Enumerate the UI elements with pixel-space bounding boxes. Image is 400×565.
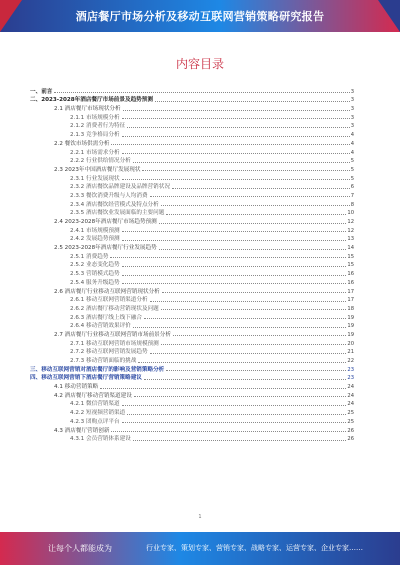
toc-leader-dots: [122, 405, 347, 406]
toc-entry[interactable]: [30, 103, 354, 112]
toc-entry-page: 14: [347, 245, 354, 252]
toc-entry-text: 2.3 2023年中国酒店餐厅发展现状: [54, 166, 141, 173]
toc-entry[interactable]: [30, 355, 354, 364]
toc-entry-text: 2.5.4 服务升级趋势: [70, 279, 120, 286]
toc-entry-page: 25: [347, 410, 354, 417]
toc-entry-page: 3: [350, 114, 354, 121]
toc-entry[interactable]: [30, 225, 354, 234]
toc-leader-dots: [166, 214, 346, 215]
toc-entry[interactable]: [30, 303, 354, 312]
toc-entry-text: 2.1.2 消费者行为特征: [70, 123, 126, 130]
toc-leader-dots: [173, 335, 346, 336]
toc-entry-text: 4.2.3 团购点评平台: [70, 418, 120, 425]
toc-entry-text: 4.3.1 会员营销体系建设: [70, 436, 131, 443]
toc-entry-text: 2.4.2 发展趋势预测: [70, 236, 120, 243]
toc-entry[interactable]: [30, 147, 354, 156]
toc-leader-dots: [111, 144, 349, 145]
toc-entry-page: 15: [347, 262, 354, 269]
toc-entry[interactable]: [30, 216, 354, 225]
toc-leader-dots: [127, 414, 346, 415]
toc-leader-dots: [122, 153, 350, 154]
toc-entry[interactable]: [30, 364, 354, 373]
toc-entry-page: 16: [347, 279, 354, 286]
toc-leader-dots: [159, 249, 347, 250]
toc-entry-text: 2.4 2023-2028年酒店餐厅市场趋势预测: [54, 219, 157, 225]
toc-entry-text: 2.3.5 酒店餐饮业发展面临的主要问题: [70, 210, 165, 217]
toc-entry-text: 2.7.2 移动互联网营销发展趋势: [70, 349, 148, 356]
toc-leader-dots: [138, 362, 346, 363]
toc-entry-page: 6: [350, 184, 354, 191]
toc-leader-dots: [133, 440, 347, 441]
toc-entry-page: 20: [347, 340, 354, 347]
toc-entry-page: 7: [350, 192, 354, 199]
toc-entry[interactable]: [30, 260, 354, 269]
toc-leader-dots: [142, 170, 349, 171]
toc-entry-text: 三、移动互联网营销对酒店餐厅的影响及营销策略分析: [30, 366, 165, 373]
toc-entry-page: 21: [347, 349, 354, 356]
toc-entry-page: 4: [350, 140, 354, 147]
toc-entry-page: 19: [347, 314, 354, 321]
report-title: 酒店餐厅市场分析及移动互联网营销策略研究报告: [75, 10, 325, 23]
toc-entry-text: 2.2 餐饮市场供需分析: [54, 140, 110, 147]
toc-entry-text: 4.2.2 短视频营销渠道: [70, 410, 126, 417]
toc-leader-dots: [155, 101, 350, 102]
footer-slogan: 行业专家、策划专家、营销专家、战略专家、运营专家、企业专家……: [146, 544, 363, 552]
toc-leader-dots: [123, 110, 350, 111]
toc-leader-dots: [150, 353, 347, 354]
toc-entry-page: 4: [350, 132, 354, 139]
toc-entry-page: 23: [347, 366, 354, 373]
toc-entry-text: 4.2.1 微信营销渠道: [70, 401, 120, 408]
toc-leader-dots: [161, 205, 350, 206]
toc-entry-text: 4.3 酒店餐厅营销创新: [54, 427, 110, 434]
toc-entry-text: 2.2.1 市场需求分析: [70, 149, 120, 156]
toc-entry-text: 2.3.2 酒店餐饮品牌建设及品牌营销状况: [70, 184, 170, 191]
footer-banner: [0, 532, 400, 565]
toc-entry-page: 23: [347, 375, 354, 382]
toc-entry-page: 3: [350, 88, 354, 95]
toc-entry-page: 26: [347, 427, 354, 434]
toc-entry[interactable]: [30, 173, 354, 182]
toc-leader-dots: [133, 327, 347, 328]
toc-leader-dots: [100, 388, 346, 389]
toc-entry[interactable]: [30, 338, 354, 347]
toc-entry[interactable]: [30, 242, 354, 251]
toc-entry-text: 2.6.2 酒店餐厅移动营销现状及问题: [70, 305, 159, 312]
toc-entry-page: 24: [347, 401, 354, 408]
toc-entry-page: 5: [350, 166, 354, 173]
toc-entry-page: 3: [350, 97, 354, 104]
toc-entry[interactable]: [30, 208, 354, 217]
toc-leader-dots: [122, 179, 350, 180]
toc-entry[interactable]: [30, 112, 354, 121]
toc-leader-dots: [150, 301, 347, 302]
toc-leader-dots: [122, 136, 350, 137]
toc-entry-page: 16: [347, 271, 354, 278]
toc-entry[interactable]: [30, 190, 354, 199]
toc-entry-page: 3: [350, 106, 354, 113]
toc-leader-dots: [166, 370, 346, 371]
toc-entry-text: 2.5.3 营销模式趋势: [70, 271, 120, 278]
toc-entry-page: 25: [347, 418, 354, 425]
toc-entry-page: 5: [350, 175, 354, 182]
toc-entry-text: 2.1 酒店餐厅市场现状分析: [54, 106, 121, 113]
toc-leader-dots: [144, 318, 346, 319]
toc-entry-text: 2.5 2023-2028年酒店餐厅行业发展趋势: [54, 245, 157, 252]
table-of-contents: [30, 86, 354, 442]
toc-entry-text: 2.2.2 行业供给情况分析: [70, 158, 131, 165]
toc-leader-dots: [162, 292, 347, 293]
toc-entry-text: 二、2023-2028年酒店餐厅市场前景及趋势预测: [30, 97, 153, 104]
toc-leader-dots: [122, 275, 347, 276]
toc-entry-page: 18: [347, 305, 354, 312]
toc-entry-page: 12: [347, 227, 354, 234]
toc-entry-text: 2.3.4 酒店餐饮经营模式及特点分析: [70, 201, 159, 208]
toc-entry-text: 2.7.1 移动互联网营销市场规模预测: [70, 340, 159, 347]
toc-entry-page: 24: [347, 384, 354, 391]
toc-leader-dots: [110, 257, 346, 258]
toc-entry[interactable]: [30, 251, 354, 260]
toc-leader-dots: [122, 422, 347, 423]
toc-entry[interactable]: [30, 234, 354, 243]
toc-entry-text: 4.1 移动营销策略: [54, 384, 99, 391]
toc-entry[interactable]: [30, 164, 354, 173]
toc-entry[interactable]: [30, 347, 354, 356]
toc-leader-dots: [172, 188, 350, 189]
toc-entry[interactable]: [30, 329, 354, 338]
toc-entry-text: 2.1.1 市场规模分析: [70, 114, 120, 121]
toc-heading: 内容目录: [175, 57, 224, 71]
toc-entry-text: 2.6.4 移动营销效果评价: [70, 323, 131, 330]
toc-entry[interactable]: [30, 390, 354, 399]
toc-leader-dots: [161, 309, 347, 310]
toc-entry-page: 10: [347, 210, 354, 217]
toc-entry-page: 8: [350, 201, 354, 208]
footer-brand: 让每个人都能成为: [48, 544, 112, 553]
toc-leader-dots: [150, 196, 350, 197]
toc-entry-page: 13: [347, 236, 354, 243]
toc-entry[interactable]: [30, 312, 354, 321]
toc-entry-text: 2.6.3 酒店餐厅线上线下融合: [70, 314, 142, 321]
toc-entry-text: 2.4.1 市场规模预测: [70, 227, 120, 234]
toc-entry-page: 19: [347, 323, 354, 330]
toc-entry[interactable]: [30, 277, 354, 286]
toc-leader-dots: [133, 162, 350, 163]
toc-entry[interactable]: [30, 416, 354, 425]
header-banner: [0, 0, 400, 32]
toc-entry[interactable]: [30, 373, 354, 382]
toc-entry-text: 2.7.3 移动营销面临的挑战: [70, 358, 137, 364]
toc-leader-dots: [54, 92, 349, 93]
toc-entry-text: 2.3.3 餐饮消费升级与人均消费: [70, 192, 148, 199]
toc-entry-text: 2.5.1 消费趋势: [70, 253, 109, 260]
toc-entry-page: 3: [350, 123, 354, 130]
page-number: 1: [198, 514, 202, 520]
toc-entry-page: 24: [347, 392, 354, 399]
toc-entry-page: 22: [347, 358, 354, 364]
toc-entry[interactable]: [30, 138, 354, 147]
toc-entry-page: 17: [347, 297, 354, 304]
toc-entry-page: 4: [350, 149, 354, 156]
toc-entry-page: 26: [347, 436, 354, 443]
toc-entry-text: 2.5.2 业态变化趋势: [70, 262, 120, 269]
toc-leader-dots: [161, 344, 347, 345]
toc-entry-text: 四、移动互联网营销下酒店餐厅营销策略建议: [30, 375, 142, 382]
toc-leader-dots: [122, 118, 350, 119]
toc-leader-dots: [122, 283, 347, 284]
toc-entry[interactable]: [30, 95, 354, 104]
toc-entry[interactable]: [30, 86, 354, 95]
toc-entry[interactable]: [30, 407, 354, 416]
toc-entry[interactable]: [30, 295, 354, 304]
toc-entry-page: 17: [347, 288, 354, 295]
toc-leader-dots: [127, 127, 350, 128]
toc-entry-page: 12: [347, 219, 354, 225]
toc-entry[interactable]: [30, 129, 354, 138]
toc-entry[interactable]: [30, 156, 354, 165]
toc-leader-dots: [111, 431, 346, 432]
toc-leader-dots: [122, 231, 347, 232]
toc-leader-dots: [122, 266, 347, 267]
toc-entry[interactable]: [30, 321, 354, 330]
toc-entry[interactable]: [30, 434, 354, 443]
toc-entry[interactable]: [30, 268, 354, 277]
toc-entry-text: 4.2 酒店餐厅移动营销渠道建设: [54, 392, 132, 399]
toc-leader-dots: [134, 396, 347, 397]
toc-entry-text: 2.1.3 竞争格局分析: [70, 132, 120, 139]
toc-leader-dots: [159, 223, 347, 224]
toc-entry[interactable]: [30, 399, 354, 408]
toc-entry[interactable]: [30, 199, 354, 208]
toc-entry[interactable]: [30, 182, 354, 191]
toc-entry-page: 5: [350, 158, 354, 165]
toc-leader-dots: [122, 240, 347, 241]
toc-entry[interactable]: [30, 425, 354, 434]
toc-entry[interactable]: [30, 121, 354, 130]
toc-entry-text: 2.6.1 移动互联网营销渠道分析: [70, 297, 148, 304]
toc-entry-text: 2.6 酒店餐厅行业移动互联网营销现状分析: [54, 288, 160, 295]
toc-entry[interactable]: [30, 286, 354, 295]
toc-entry-text: 一、前言: [30, 88, 53, 95]
toc-entry-text: 2.3.1 行业发展现状: [70, 175, 120, 182]
toc-entry-text: 2.7 酒店餐厅行业移动互联网营销市场前景分析: [54, 331, 171, 338]
toc-leader-dots: [144, 379, 347, 380]
toc-entry[interactable]: [30, 381, 354, 390]
toc-entry-page: 19: [347, 331, 354, 338]
toc-entry-page: 15: [347, 253, 354, 260]
